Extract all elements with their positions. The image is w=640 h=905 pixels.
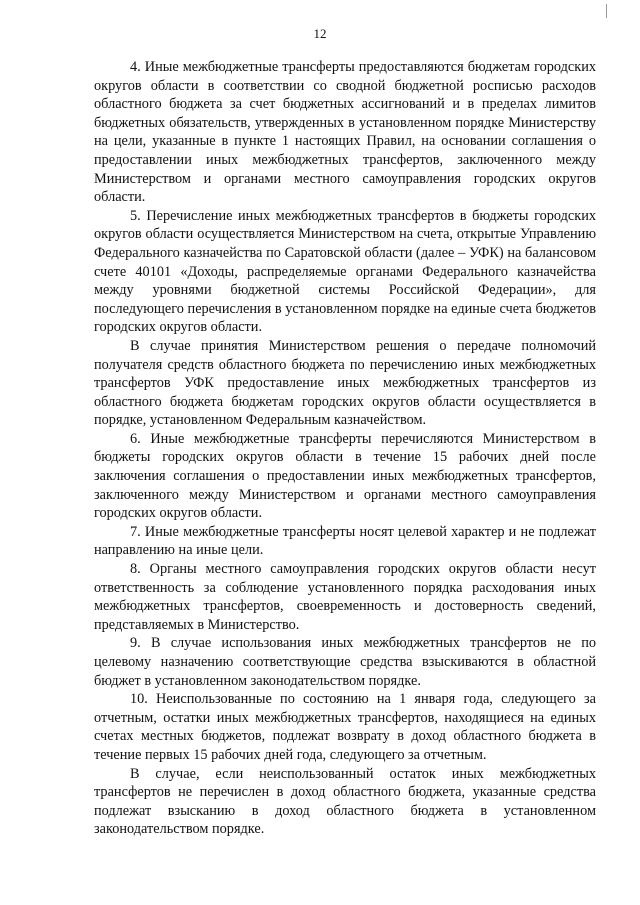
paragraph-9: 9. В случае использования иных межбюджетных трансфертов не по целевому назначению соответствующие средства взыскиваются в областной бюджет в установленном законодательством порядке.: [94, 635, 596, 689]
paragraph-4: 4. Иные межбюджетные трансферты предоставляются бюджетам городских округов области в соответствии со сводной бюджетной росписью расходов областного бюджета за счет бюджетных ассигнований и в пределах лимитов бюджетных обязательств, утвержденных в установленном порядке Министерству на цели, указанные в пункте 1 настоящих Правил, на основании соглашения о предоставлении иных межбюджетных трансфертов, заключенного между Министерством и органами местного самоуправления городских округов области.: [94, 59, 596, 206]
paragraph-5-continuation: В случае принятия Министерством решения о передаче полномочий получателя средств областного бюджета по перечислению иных межбюджетных трансфертов УФК предоставление иных межбюджетных трансфертов из областного бюджета бюджетам городских округов области осуществляется в порядке, установленном Федеральным казначейством.: [94, 337, 596, 429]
document-body: [94, 58, 596, 839]
paragraph-8: 8. Органы местного самоуправления городских округов области несут ответственность за соблюдение установленного порядка расходования иных межбюджетных трансфертов, своевременность и достоверность сведений, представляемых в Министерство.: [94, 561, 596, 633]
paragraph-5: 5. Перечисление иных межбюджетных трансфертов в бюджеты городских округов области осуществляется Министерством на счета, открытые Управлению Федерального казначейства по Саратовской области (далее – УФК) на балансовом счете 40101 «Доходы, распределяемые органами Федерального казначейства между уровнями бюджетной системы Российской Федерации», для последующего перечисления в установленном порядке на единые счета бюджетов городских округов области.: [94, 207, 596, 336]
paragraph-7: 7. Иные межбюджетные трансферты носят целевой характер и не подлежат направлению на иные цели.: [94, 523, 596, 559]
scan-edge-mark: [606, 4, 607, 18]
page-number: 12: [313, 26, 327, 41]
paragraph-6: 6. Иные межбюджетные трансферты перечисляются Министерством в бюджеты городских округов области в течение 15 рабочих дней после заключения соглашения о предоставлении иных межбюджетных трансфертов, заключенного между Министерством и органами местного самоуправления городских округов области.: [94, 430, 596, 522]
paragraph-10: 10. Неиспользованные по состоянию на 1 января года, следующего за отчетным, остатки иных межбюджетных трансфертов, находящиеся на единых счетах местных бюджетов, подлежат возврату в доход областного бюджета в течение первых 15 рабочих дней года, следующего за отчетным.: [94, 691, 596, 763]
paragraph-10-continuation: В случае, если неиспользованный остаток иных межбюджетных трансфертов не перечислен в доход областного бюджета, указанные средства подлежат взысканию в доход областного бюджета в установленном законодательством порядке.: [94, 765, 596, 838]
